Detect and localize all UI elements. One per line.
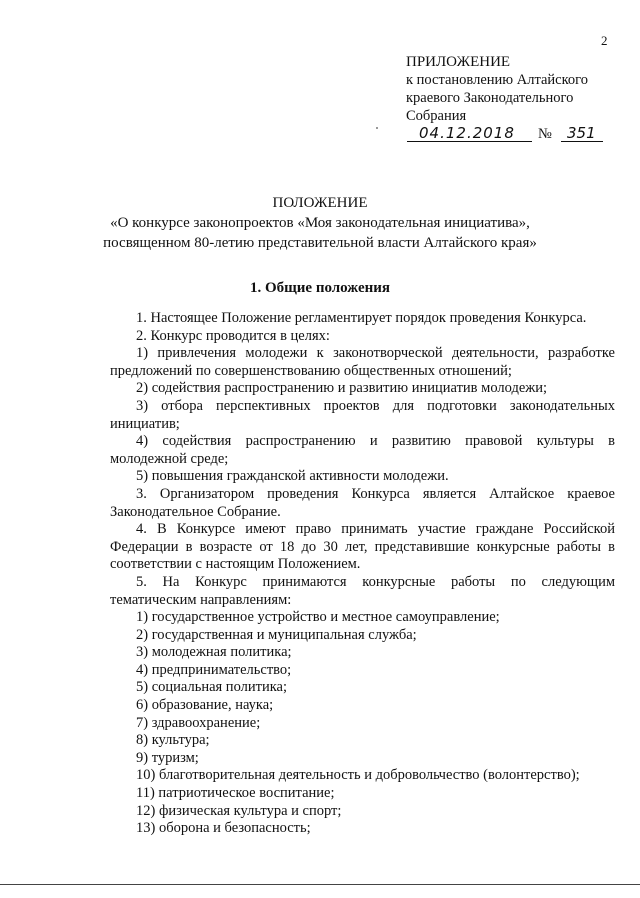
title-line: посвященном 80-летию представительной власти Алтайского края» (103, 235, 537, 251)
list-item: 3) молодежная политика; (136, 644, 292, 661)
list-item: 1) государственное устройство и местное самоуправление; (136, 609, 500, 626)
list-item: 8) культура; (136, 732, 210, 749)
title-line: ПОЛОЖЕНИЕ (272, 195, 368, 211)
paragraph: 2. Конкурс проводится в целях: (136, 327, 330, 344)
paragraph: 5) повышения гражданской активности молодежи. (136, 468, 449, 485)
appendix-line: Собрания (406, 108, 467, 124)
list-item: 13) оборона и безопасность; (136, 820, 311, 837)
list-item: 4) предпринимательство; (136, 661, 292, 678)
paragraph: 2) содействия распространению и развитию инициатив молодежи; (136, 380, 548, 397)
list-item: 12) физическая культура и спорт; (136, 802, 342, 819)
paragraph: 5. На Конкурс принимаются конкурсные работы по следующим тематическим направлениям: (110, 573, 615, 608)
list-item: 10) благотворительная деятельность и добровольчество (волонтерство); (136, 767, 580, 784)
handwritten-number: 351 (561, 124, 603, 142)
scan-speck (376, 127, 378, 129)
paragraph: 1) привлечения молодежи к законотворческой деятельности, разработке предложений по совершенствованию общественных отношений; (110, 345, 615, 379)
list-item: 5) социальная политика; (136, 679, 288, 696)
page-number: 2 (601, 33, 608, 48)
appendix-line: к постановлению Алтайского (406, 72, 588, 88)
paragraph: 3. Организатором проведения Конкурса является Алтайское краевое Законодательное Собрание. (110, 485, 615, 520)
paragraph: 3) отбора перспективных проектов для подготовки законодательных инициатив; (110, 397, 615, 432)
handwritten-date: 04.12.2018 (407, 124, 532, 142)
list-item: 2) государственная и муниципальная служба; (136, 626, 417, 643)
appendix-line: краевого Законодательного (406, 90, 574, 106)
number-label: № (538, 126, 552, 142)
list-item: 11) патриотическое воспитание; (136, 785, 335, 802)
paragraph: 1. Настоящее Положение регламентирует порядок проведения Конкурса. (136, 310, 587, 326)
paragraph: 4. В Конкурсе имеют право принимать участие граждане Российской Федерации в возрасте от 18 до 30 лет, представившие конкурсные работы в соответствии с настоящим Положением. (110, 521, 615, 573)
paragraph: 4) содействия распространению и развитию правовой культуры в молодежной среде; (110, 433, 615, 467)
document-title (0, 193, 640, 253)
list-item: 7) здравоохранение; (136, 714, 261, 731)
footer-rule (0, 884, 640, 885)
list-item: 9) туризм; (136, 749, 199, 766)
title-line: «О конкурсе законопроектов «Моя законодательная инициатива», (110, 215, 530, 231)
section-heading: 1. Общие положения (249, 280, 391, 296)
section-body (110, 310, 615, 838)
list-item: 6) образование, наука; (136, 697, 274, 714)
appendix-heading: ПРИЛОЖЕНИЕ (406, 54, 511, 70)
resolution-date-number (407, 124, 602, 146)
appendix-block (406, 53, 626, 125)
